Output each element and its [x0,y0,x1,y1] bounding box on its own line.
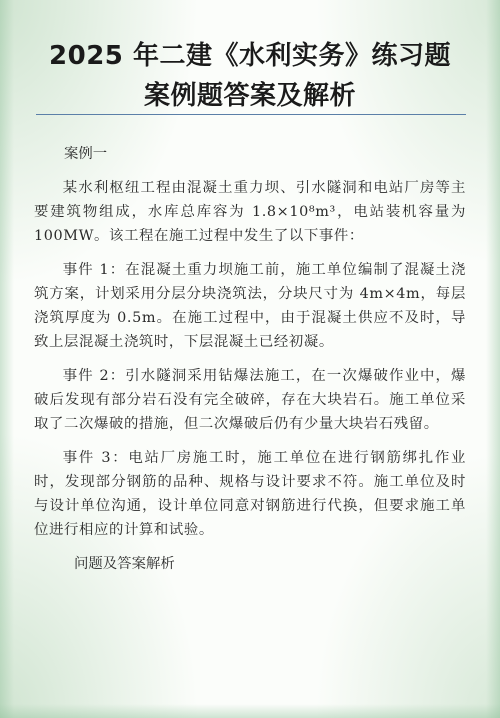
case-label: 案例一 [64,146,108,162]
title-line-2: 案例题答案及解析 [143,81,356,111]
decorative-frame-bottom [0,704,500,718]
case-intro-paragraph: 某水利枢纽工程由混凝土重力坝、引水隧洞和电站厂房等主要建筑物组成，水库总库容为 1.8×10⁸m³，电站装机容量为 100MW。该工程在施工过程中发生了以下事件： [34,180,466,244]
event-2-paragraph: 事件 2：引水隧洞采用钻爆法施工，在一次爆破作业中，爆破后发现有部分岩石没有完全破碎，存在大块岩石。施工单位采取了二次爆破的措施，但二次爆破后仍有少量大块岩石残留。 [34,368,466,432]
document-title [10,36,490,116]
event-1-paragraph: 事件 1：在混凝土重力坝施工前，施工单位编制了混凝土浇筑方案，计划采用分层分块浇筑法，分块尺寸为 4m×4m，每层浇筑厚度为 0.5m。在施工过程中，由于混凝土供应不及时，导致上层混凝土浇筑时，下层混凝土已经初凝。 [34,262,466,350]
document-body [34,128,466,576]
title-line-1: 2025 年二建《水利实务》练习题 [49,41,451,71]
qa-section-label: 问题及答案解析 [74,556,175,572]
event-3-paragraph: 事件 3：电站厂房施工时，施工单位在进行钢筋绑扎作业时，发现部分钢筋的品种、规格与设计要求不符。施工单位及时与设计单位沟通，设计单位同意对钢筋进行代换，但要求施工单位进行相应的计算和试验。 [34,450,466,538]
title-divider [36,114,466,115]
